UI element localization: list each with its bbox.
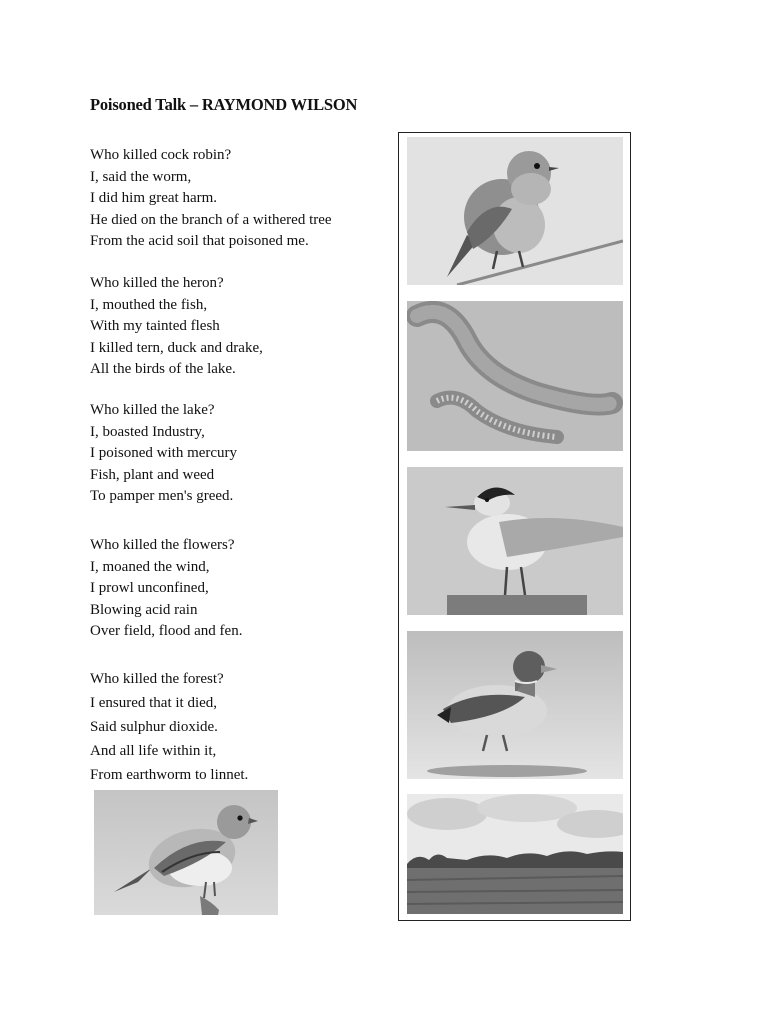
- poem-line: I ensured that it died,: [90, 695, 218, 711]
- poem-line: I killed tern, duck and drake,: [90, 339, 263, 356]
- photo-column: [398, 132, 631, 921]
- poem-line: From earthworm to linnet.: [90, 767, 249, 783]
- poem-line: Who killed the forest?: [90, 671, 224, 687]
- poem-line: I, said the worm,: [90, 168, 192, 185]
- linnet-photo: [94, 790, 278, 915]
- poem-line: Who killed cock robin?: [90, 147, 232, 163]
- stanza-5: [90, 667, 248, 787]
- poem-line: Who killed the lake?: [90, 402, 215, 418]
- poem-line: I, mouthed the fish,: [90, 296, 208, 313]
- poem-line: Who killed the heron?: [90, 275, 224, 291]
- robin-photo: [407, 137, 623, 285]
- poem-line: Fish, plant and weed: [90, 466, 215, 483]
- stanza-2: [90, 273, 263, 381]
- poem-line: Blowing acid rain: [90, 601, 198, 618]
- poem-line: I did him great harm.: [90, 190, 218, 206]
- poem-title: Poisoned Talk – RAYMOND WILSON: [90, 95, 358, 114]
- poem-line: And all life within it,: [90, 743, 217, 759]
- poem-line: With my tainted flesh: [90, 318, 220, 334]
- poem-line: All the birds of the lake.: [90, 361, 236, 377]
- poem-line: I poisoned with mercury: [90, 445, 238, 461]
- poem-line: From the acid soil that poisoned me.: [90, 233, 309, 249]
- poem-line: Who killed the flowers?: [90, 537, 235, 553]
- forest-field-photo: [407, 794, 623, 914]
- poem-line: He died on the branch of a withered tree: [90, 211, 332, 228]
- stanza-1: [90, 145, 332, 253]
- duck-photo: [407, 631, 623, 779]
- earthworm-photo: [407, 301, 623, 451]
- stanza-3: [90, 400, 237, 508]
- tern-photo: [407, 467, 623, 615]
- poem-line: I, boasted Industry,: [90, 423, 205, 440]
- poem-line: To pamper men's greed.: [90, 488, 234, 504]
- poem-line: I, moaned the wind,: [90, 558, 210, 575]
- poem-line: Said sulphur dioxide.: [90, 719, 218, 735]
- poem-line: Over field, flood and fen.: [90, 623, 243, 639]
- stanza-4: [90, 535, 242, 643]
- poem-line: I prowl unconfined,: [90, 580, 209, 596]
